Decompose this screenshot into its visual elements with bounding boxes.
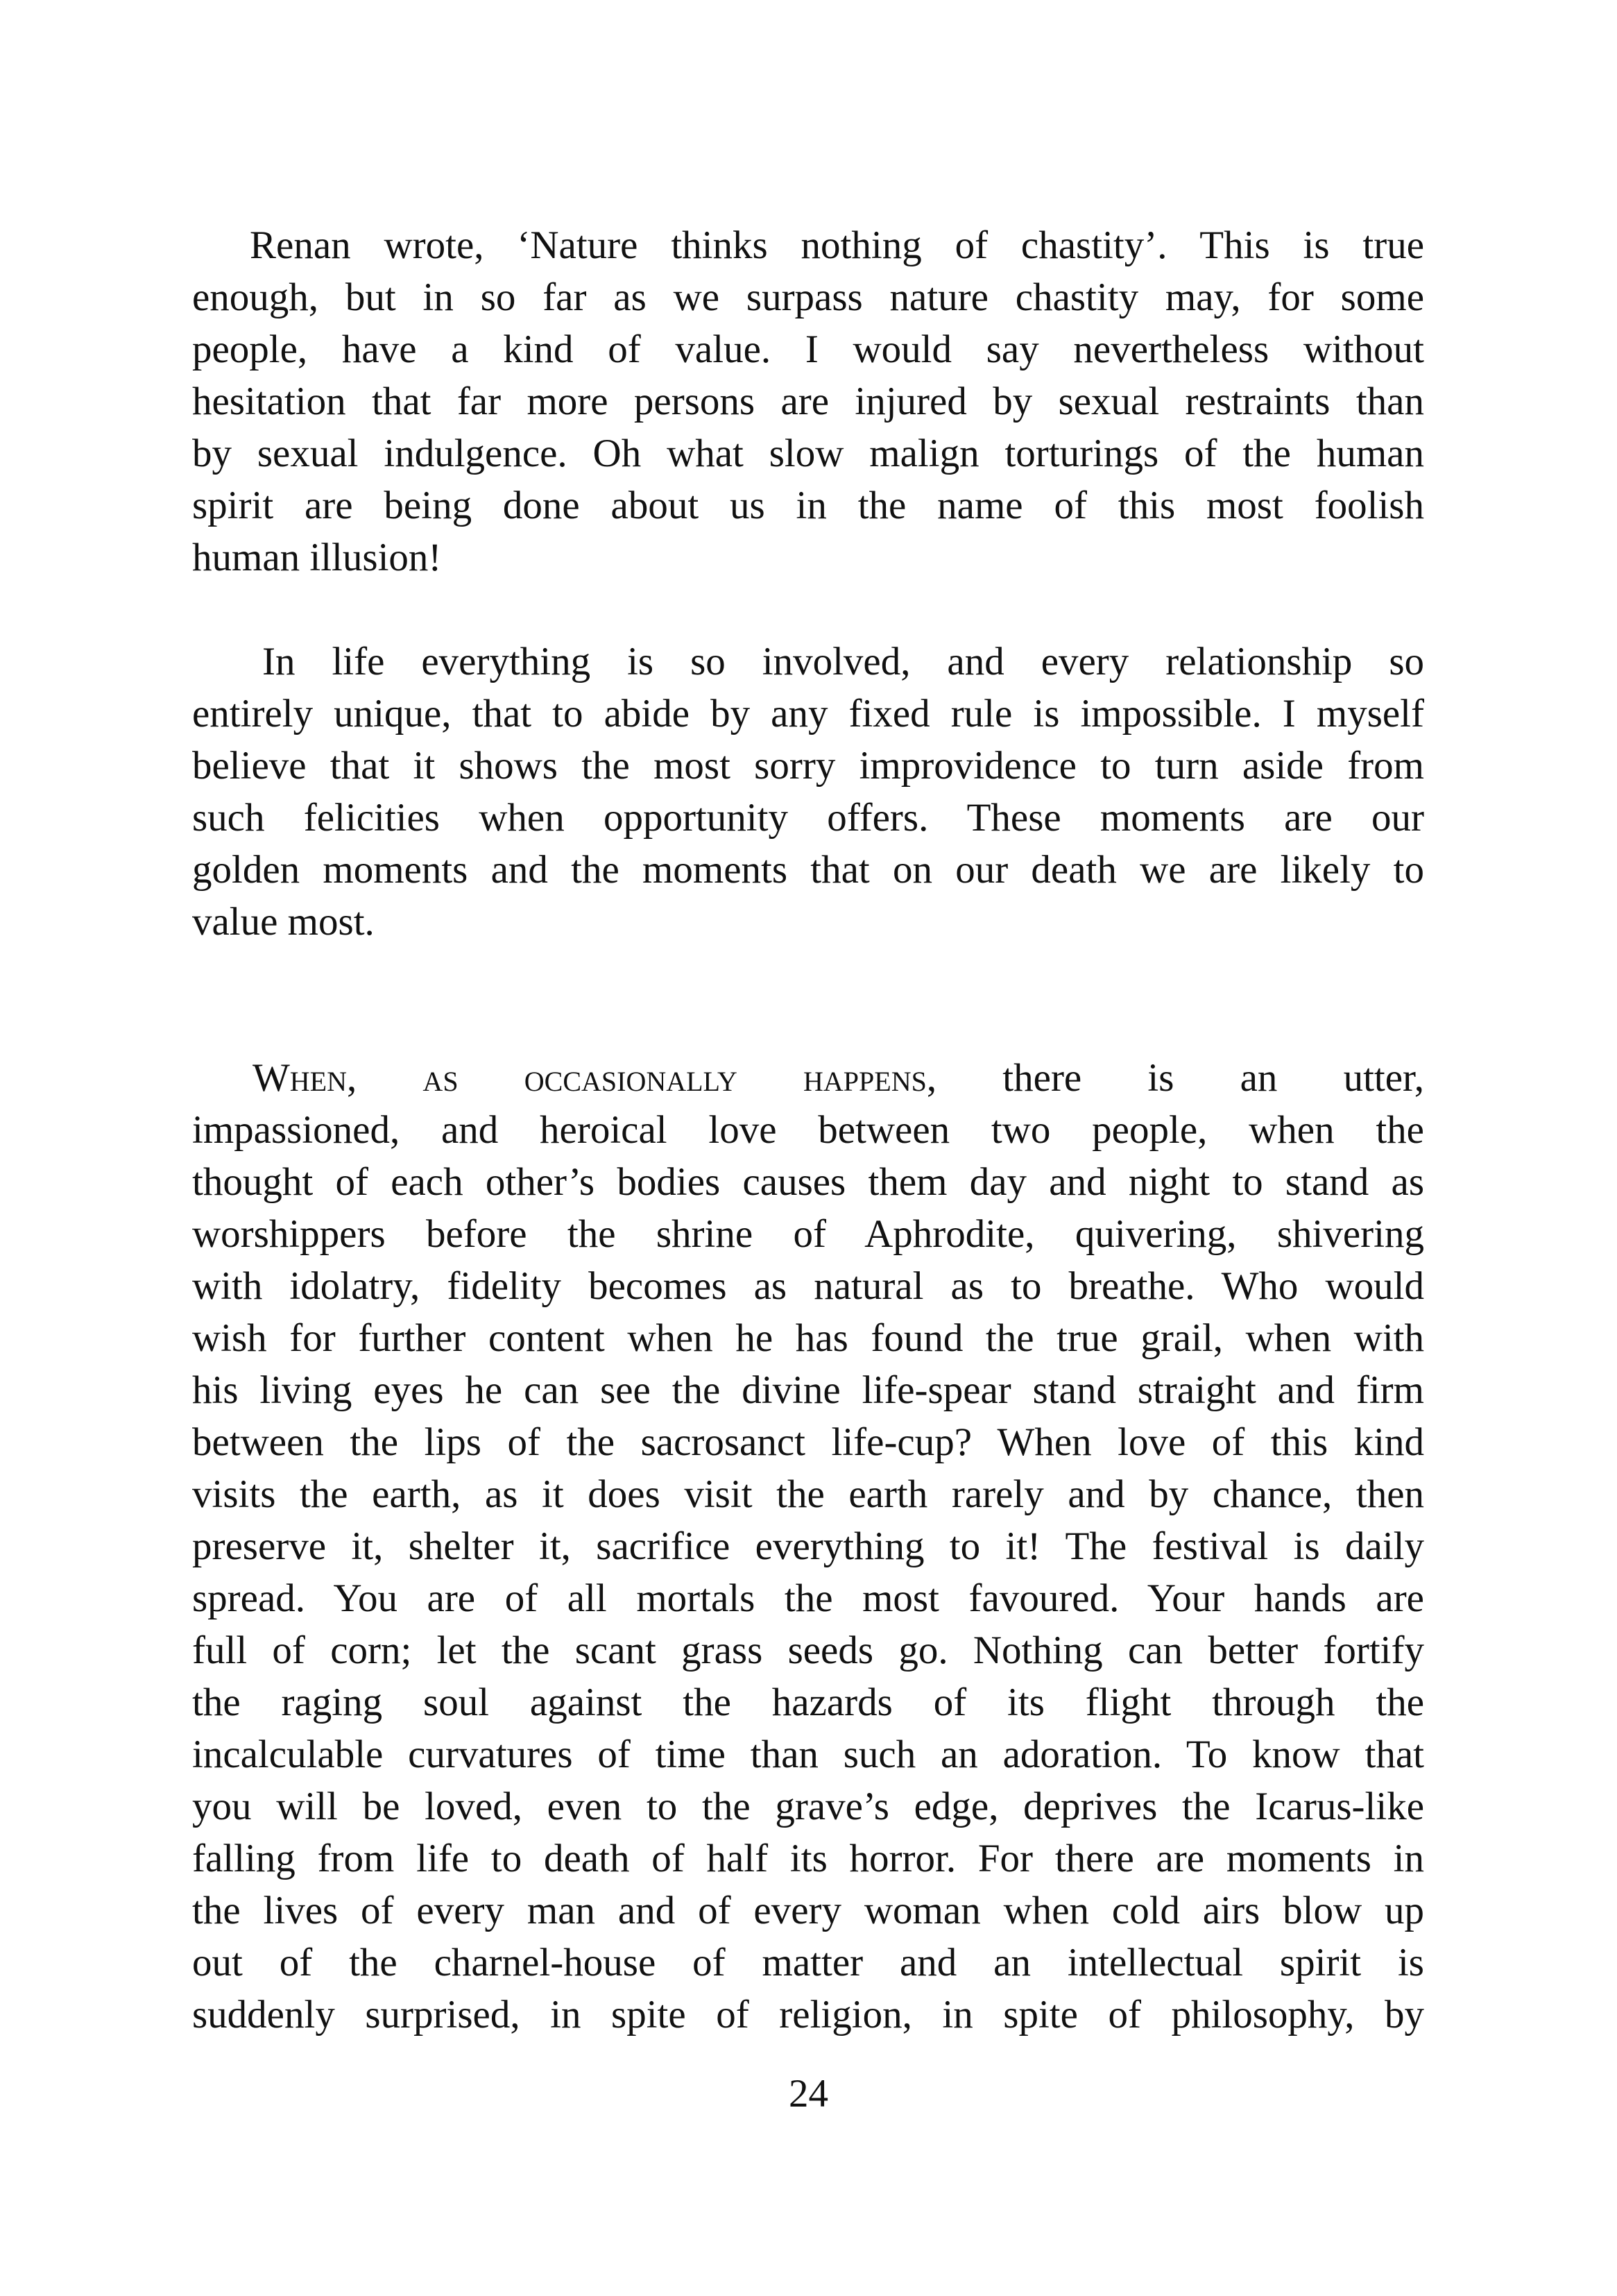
text-line: the raging soul against the hazards of its flight through the bbox=[192, 1681, 1424, 1724]
text-line: with idolatry, fidelity becomes as natural as to breathe. Who would bbox=[192, 1264, 1424, 1308]
text-line: enough, but in so far as we surpass nature chastity may, for some bbox=[192, 275, 1424, 319]
text-line: human illusion! bbox=[192, 536, 442, 579]
text-line-rest: there is an utter, bbox=[936, 1056, 1424, 1100]
text-line: between the lips of the sacrosanct life-cup? When love of this kind bbox=[192, 1420, 1424, 1464]
page-number: 24 bbox=[789, 2072, 828, 2116]
text-line: such felicities when opportunity offers. These moments are our bbox=[192, 796, 1424, 840]
text-line: thought of each other’s bodies causes them day and night to stand as bbox=[192, 1160, 1424, 1204]
text-line: by sexual indulgence. Oh what slow malign torturings of the human bbox=[192, 432, 1424, 475]
text-line: out of the charnel-house of matter and an intellectual spirit is bbox=[192, 1941, 1424, 1984]
paragraph-3 bbox=[192, 1052, 1424, 2041]
text-line: worshippers before the shrine of Aphrodite, quivering, shivering bbox=[192, 1212, 1424, 1256]
text-line: full of corn; let the scant grass seeds go. Nothing can better fortify bbox=[192, 1629, 1424, 1672]
text-line bbox=[192, 1052, 1424, 1104]
text-line: his living eyes he can see the divine life-spear stand straight and firm bbox=[192, 1368, 1424, 1412]
text-line: Renan wrote, ‘Nature thinks nothing of chastity’. This is true bbox=[250, 223, 1424, 267]
text-line: visits the earth, as it does visit the earth rarely and by chance, then bbox=[192, 1472, 1424, 1516]
text-line: In life everything is so involved, and every relationship so bbox=[262, 640, 1424, 683]
text-line: value most. bbox=[192, 900, 375, 944]
paragraph-1 bbox=[192, 219, 1424, 584]
text-line: you will be loved, even to the grave’s edge, deprives the Icarus-like bbox=[192, 1785, 1424, 1828]
text-line: suddenly surprised, in spite of religion, in spite of philosophy, by bbox=[192, 1993, 1424, 2036]
small-caps-lead-in: When, as occasionally happens, bbox=[253, 1056, 937, 1100]
text-line: believe that it shows the most sorry improvidence to turn aside from bbox=[192, 744, 1424, 788]
text-line: falling from life to death of half its horror. For there are moments in bbox=[192, 1837, 1424, 1880]
text-line: wish for further content when he has found the true grail, when with bbox=[192, 1316, 1424, 1360]
paragraph-2 bbox=[192, 636, 1424, 948]
text-line: entirely unique, that to abide by any fixed rule is impossible. I myself bbox=[192, 692, 1424, 735]
text-line: spirit are being done about us in the name of this most foolish bbox=[192, 484, 1424, 527]
text-line: hesitation that far more persons are injured by sexual restraints than bbox=[192, 380, 1424, 423]
text-line: spread. You are of all mortals the most favoured. Your hands are bbox=[192, 1576, 1424, 1620]
text-line: people, have a kind of value. I would say nevertheless without bbox=[192, 328, 1424, 371]
text-line: impassioned, and heroical love between two people, when the bbox=[192, 1108, 1424, 1152]
text-line: incalculable curvatures of time than such an adoration. To know that bbox=[192, 1733, 1424, 1776]
text-line: the lives of every man and of every woman when cold airs blow up bbox=[192, 1889, 1424, 1932]
text-line: preserve it, shelter it, sacrifice everything to it! The festival is daily bbox=[192, 1524, 1424, 1568]
text-line: golden moments and the moments that on our death we are likely to bbox=[192, 848, 1424, 892]
